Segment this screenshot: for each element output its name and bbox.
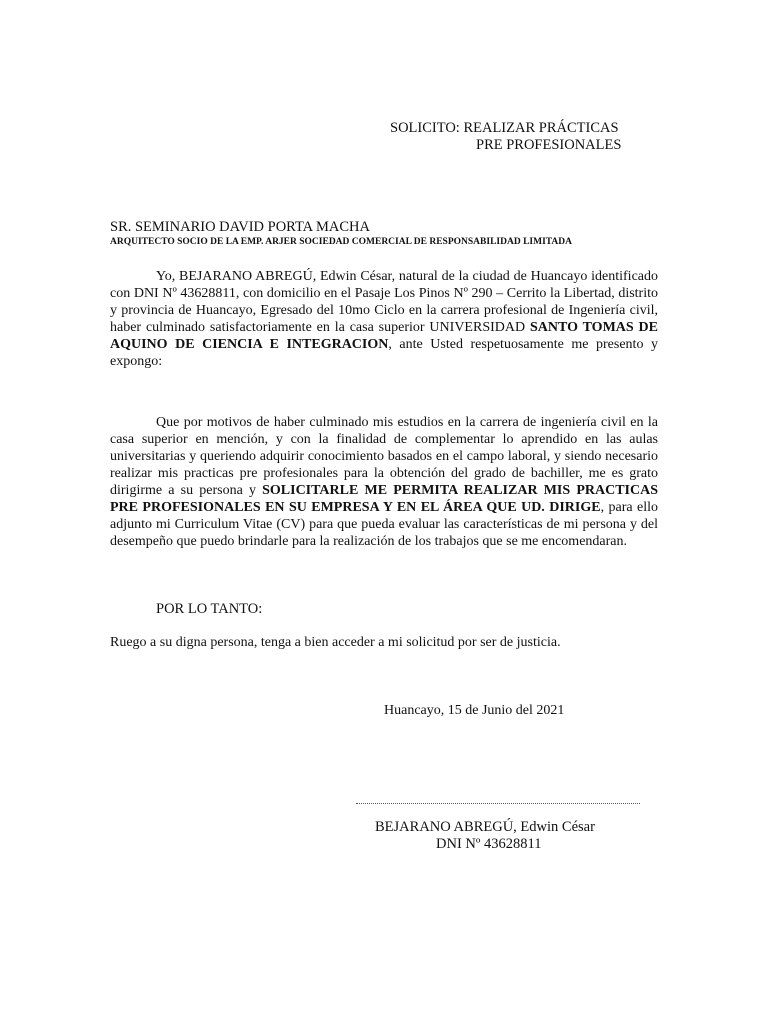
subject-line-2: PRE PROFESIONALES <box>476 137 622 153</box>
signature-name: BEJARANO ABREGÚ, Edwin César <box>375 819 595 835</box>
addressee-name: SR. SEMINARIO DAVID PORTA MACHA <box>110 219 370 235</box>
paragraph-request <box>110 414 658 550</box>
paragraph-2-text-c: , para ello adjunto mi Curriculum Vitae (CV) para que pueda evaluar las características de mi persona y del desempeño que puedo brindarle para la realización de los trabajos que se me encomendaran. <box>110 500 658 549</box>
signature-dni: DNI Nº 43628811 <box>436 836 542 852</box>
paragraph-2-text-a: Que por motivos de haber culminado mis estudios en la carrera de ingeniería civil en la casa superior en mención, y con la finalidad de complementar lo aprendido en las aulas universitarias y queriendo adquirir conocimiento basados en el campo laboral, y siendo necesario realizar mis practicas pre profesionales para la obtención del grado de bachiller, me es grato dirigirme a su persona y <box>110 415 658 498</box>
addressee-title: ARQUITECTO SOCIO DE LA EMP. ARJER SOCIEDAD COMERCIAL DE RESPONSABILIDAD LIMITADA <box>110 237 572 247</box>
date-line: Huancayo, 15 de Junio del 2021 <box>384 703 565 718</box>
subject-line-1: SOLICITO: REALIZAR PRÁCTICAS <box>390 120 619 136</box>
closing-request: Ruego a su digna persona, tenga a bien acceder a mi solicitud por ser de justicia. <box>110 635 561 650</box>
paragraph-1-text-a: Yo, BEJARANO ABREGÚ, Edwin César, natural de la ciudad de Huancayo identificado con DNI Nº 43628811, con domicilio en el Pasaje Los Pinos Nº 290 – Cerrito la Libertad, distrito y provincia de Huancayo, Egresado del 10mo Ciclo en la carrera profesional de Ingeniería civil, haber culminado satisfactoriamente en la casa superior UNIVERSIDAD <box>110 269 658 335</box>
paragraph-introduction <box>110 268 658 370</box>
paragraph-2-request-bold: SOLICITARLE ME PERMITA REALIZAR MIS PRACTICAS PRE PROFESIONALES EN SU EMPRESA Y EN EL ÁREA QUE UD. DIRIGE <box>110 483 659 515</box>
por-lo-tanto-heading: POR LO TANTO: <box>156 601 263 617</box>
subject-block <box>390 120 621 154</box>
signature-line <box>356 803 640 804</box>
paragraph-1-university-name: SANTO TOMAS DE AQUINO DE CIENCIA E INTEGRACION <box>110 320 658 352</box>
paragraph-1-text-c: , ante Usted respetuosamente me presento y expongo: <box>110 337 659 369</box>
